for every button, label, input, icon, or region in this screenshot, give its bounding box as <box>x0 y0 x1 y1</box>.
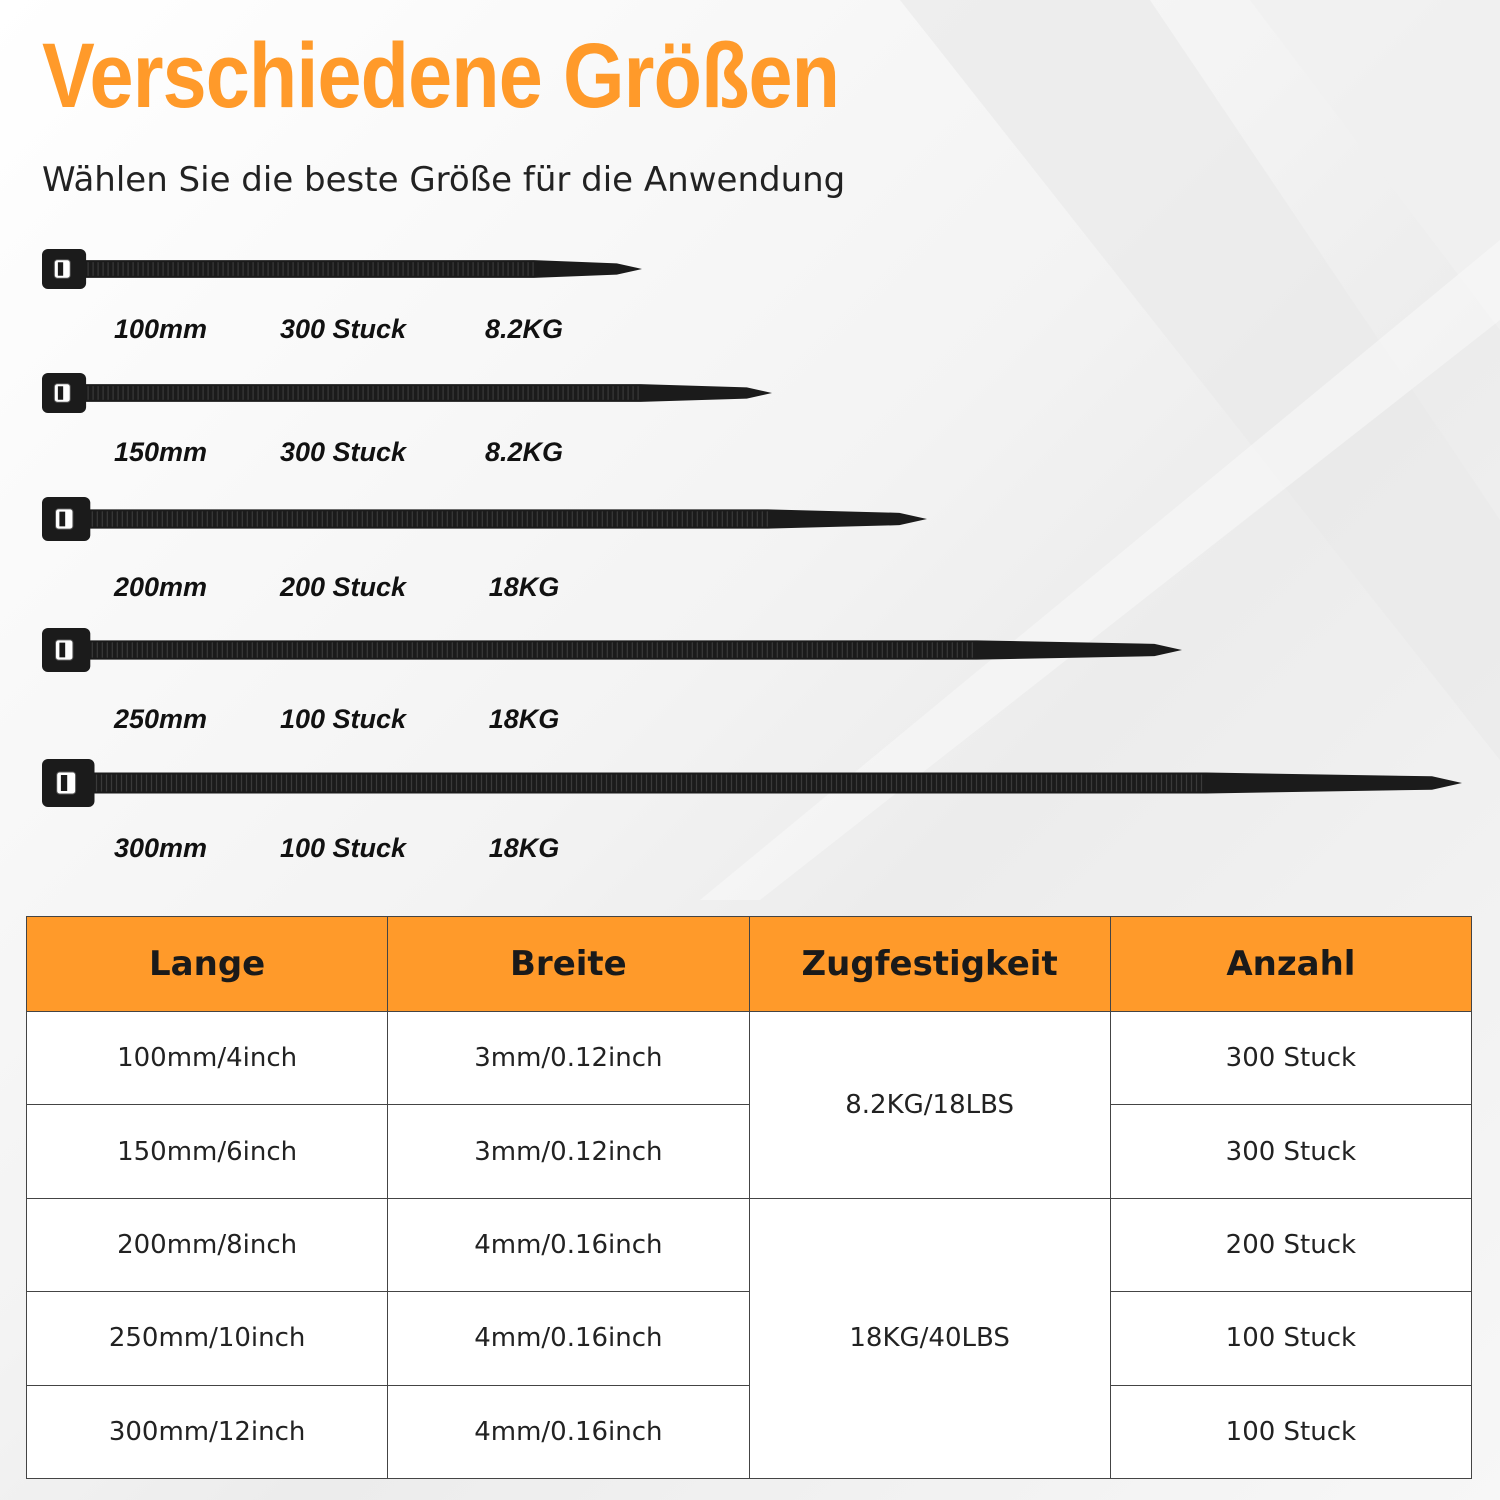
header-strength: Zugfestigkeit <box>749 917 1110 1012</box>
tie-length: 150mm <box>114 437 208 467</box>
cable-tie-icon <box>42 248 642 290</box>
cell-width: 3mm/0.12inch <box>388 1105 749 1198</box>
tie-quantity: 100 Stuck <box>280 704 407 734</box>
tie-spec-row <box>0 833 700 869</box>
cable-tie-300 <box>42 758 1462 808</box>
header-width: Breite <box>388 917 749 1012</box>
header-quantity: Anzahl <box>1110 917 1471 1012</box>
cable-tie-icon <box>42 758 1462 808</box>
tie-spec-row <box>0 437 700 473</box>
tie-length: 200mm <box>114 572 208 602</box>
cell-width: 3mm/0.12inch <box>388 1012 749 1105</box>
tie-strength: 18KG <box>488 572 560 602</box>
cable-tie-250 <box>42 627 1182 673</box>
table-row <box>27 1198 1472 1291</box>
page-subtitle: Wählen Sie die beste Größe für die Anwendung <box>42 160 846 200</box>
cell-length: 300mm/12inch <box>27 1385 388 1478</box>
tie-quantity: 300 Stuck <box>280 437 407 467</box>
tie-strength: 8.2KG <box>484 437 564 467</box>
cable-tie-icon <box>42 496 927 542</box>
table-row <box>27 1012 1472 1105</box>
cell-length: 200mm/8inch <box>27 1198 388 1291</box>
tie-quantity: 200 Stuck <box>280 572 407 602</box>
cell-width: 4mm/0.16inch <box>388 1198 749 1291</box>
cell-length: 100mm/4inch <box>27 1012 388 1105</box>
tie-strength: 18KG <box>488 833 560 863</box>
cell-quantity: 300 Stuck <box>1110 1012 1471 1105</box>
tie-quantity: 100 Stuck <box>280 833 407 863</box>
cell-quantity: 100 Stuck <box>1110 1292 1471 1385</box>
tie-strength: 18KG <box>488 704 560 734</box>
tie-spec-row <box>0 314 700 350</box>
cable-tie-200 <box>42 496 927 542</box>
cell-strength: 18KG/40LBS <box>749 1198 1110 1478</box>
tie-spec-row <box>0 704 700 740</box>
table-header-row <box>27 917 1472 1012</box>
cell-width: 4mm/0.16inch <box>388 1292 749 1385</box>
cell-length: 250mm/10inch <box>27 1292 388 1385</box>
cell-width: 4mm/0.16inch <box>388 1385 749 1478</box>
cable-tie-100 <box>42 248 642 290</box>
tie-length: 100mm <box>114 314 208 344</box>
cell-quantity: 200 Stuck <box>1110 1198 1471 1291</box>
tie-spec-row <box>0 572 700 608</box>
cell-quantity: 300 Stuck <box>1110 1105 1471 1198</box>
cell-length: 150mm/6inch <box>27 1105 388 1198</box>
page-title: Verschiedene Größen <box>42 25 840 127</box>
tie-length: 300mm <box>114 833 208 863</box>
spec-table <box>26 916 1472 1479</box>
header-length: Lange <box>27 917 388 1012</box>
cable-tie-150 <box>42 372 772 414</box>
cable-tie-icon <box>42 372 772 414</box>
cell-quantity: 100 Stuck <box>1110 1385 1471 1478</box>
tie-strength: 8.2KG <box>484 314 564 344</box>
cell-strength: 8.2KG/18LBS <box>749 1012 1110 1199</box>
tie-quantity: 300 Stuck <box>280 314 407 344</box>
cable-tie-icon <box>42 627 1182 673</box>
tie-length: 250mm <box>114 704 208 734</box>
